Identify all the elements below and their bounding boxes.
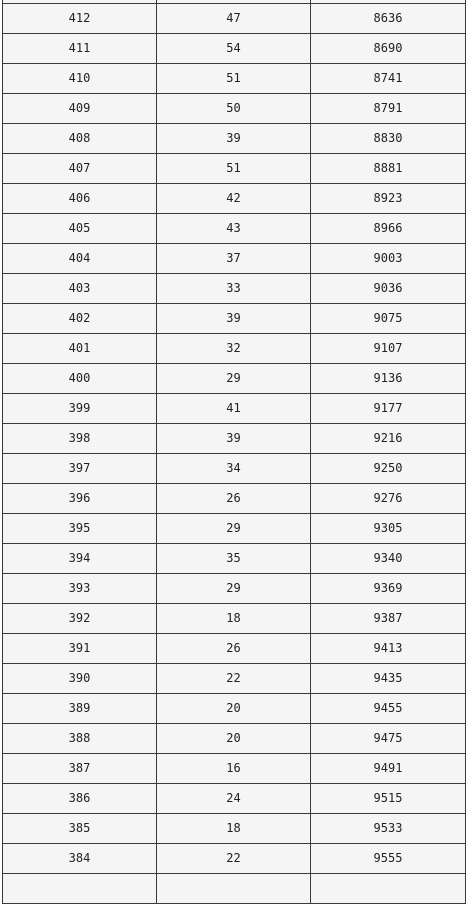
cumulative-cell: 9455 bbox=[311, 694, 466, 724]
cumulative-cell: 8636 bbox=[311, 4, 466, 34]
table-row bbox=[3, 784, 466, 814]
cumulative-cell: 9413 bbox=[311, 634, 466, 664]
score-cell: 397 bbox=[3, 454, 157, 484]
count-cell: 22 bbox=[157, 844, 311, 874]
table-row bbox=[3, 724, 466, 754]
score-cell: 406 bbox=[3, 184, 157, 214]
table-row bbox=[3, 544, 466, 574]
cumulative-cell: 9177 bbox=[311, 394, 466, 424]
score-cell: 400 bbox=[3, 364, 157, 394]
table-row bbox=[3, 364, 466, 394]
cumulative-cell: 9475 bbox=[311, 724, 466, 754]
score-cell: 385 bbox=[3, 814, 157, 844]
table-row bbox=[3, 514, 466, 544]
score-cell: 396 bbox=[3, 484, 157, 514]
count-cell: 26 bbox=[157, 634, 311, 664]
table-row bbox=[3, 214, 466, 244]
score-cell: 408 bbox=[3, 124, 157, 154]
cumulative-cell: 9491 bbox=[311, 754, 466, 784]
count-cell: 24 bbox=[157, 784, 311, 814]
count-cell: 29 bbox=[157, 574, 311, 604]
count-cell: 39 bbox=[157, 424, 311, 454]
count-cell: 50 bbox=[157, 94, 311, 124]
cumulative-cell: 9136 bbox=[311, 364, 466, 394]
count-cell: 35 bbox=[157, 544, 311, 574]
score-cell: 388 bbox=[3, 724, 157, 754]
cumulative-cell: 9435 bbox=[311, 664, 466, 694]
cumulative-cell bbox=[311, 874, 466, 904]
cumulative-cell: 9216 bbox=[311, 424, 466, 454]
cumulative-cell: 9369 bbox=[311, 574, 466, 604]
count-cell: 51 bbox=[157, 154, 311, 184]
score-cell: 393 bbox=[3, 574, 157, 604]
cumulative-cell: 9533 bbox=[311, 814, 466, 844]
cumulative-cell: 8791 bbox=[311, 94, 466, 124]
count-cell: 33 bbox=[157, 274, 311, 304]
count-cell bbox=[157, 874, 311, 904]
score-cell: 407 bbox=[3, 154, 157, 184]
score-cell: 394 bbox=[3, 544, 157, 574]
cumulative-cell: 8966 bbox=[311, 214, 466, 244]
table-row bbox=[3, 304, 466, 334]
cumulative-cell: 8690 bbox=[311, 34, 466, 64]
cumulative-cell: 8741 bbox=[311, 64, 466, 94]
score-cell: 410 bbox=[3, 64, 157, 94]
cumulative-cell: 9387 bbox=[311, 604, 466, 634]
score-cell: 384 bbox=[3, 844, 157, 874]
score-cell bbox=[3, 874, 157, 904]
table-row bbox=[3, 694, 466, 724]
table-row bbox=[3, 844, 466, 874]
score-cell: 411 bbox=[3, 34, 157, 64]
count-cell: 32 bbox=[157, 334, 311, 364]
count-cell: 47 bbox=[157, 4, 311, 34]
cumulative-cell: 8923 bbox=[311, 184, 466, 214]
cumulative-cell: 9340 bbox=[311, 544, 466, 574]
score-cell: 386 bbox=[3, 784, 157, 814]
cumulative-cell: 9075 bbox=[311, 304, 466, 334]
cumulative-cell: 9003 bbox=[311, 244, 466, 274]
table-row bbox=[3, 154, 466, 184]
score-cell: 387 bbox=[3, 754, 157, 784]
count-cell: 42 bbox=[157, 184, 311, 214]
count-cell: 18 bbox=[157, 814, 311, 844]
table-row bbox=[3, 754, 466, 784]
count-cell: 39 bbox=[157, 124, 311, 154]
count-cell: 41 bbox=[157, 394, 311, 424]
count-cell: 20 bbox=[157, 724, 311, 754]
score-cell: 399 bbox=[3, 394, 157, 424]
cumulative-cell: 9276 bbox=[311, 484, 466, 514]
score-cell: 391 bbox=[3, 634, 157, 664]
count-cell: 16 bbox=[157, 754, 311, 784]
count-cell: 20 bbox=[157, 694, 311, 724]
score-cell: 402 bbox=[3, 304, 157, 334]
cumulative-cell: 9305 bbox=[311, 514, 466, 544]
table-row bbox=[3, 94, 466, 124]
score-cell: 401 bbox=[3, 334, 157, 364]
count-cell: 29 bbox=[157, 364, 311, 394]
table-row bbox=[3, 394, 466, 424]
score-cell: 409 bbox=[3, 94, 157, 124]
count-cell: 18 bbox=[157, 604, 311, 634]
cumulative-cell: 8881 bbox=[311, 154, 466, 184]
table-row bbox=[3, 334, 466, 364]
count-cell: 54 bbox=[157, 34, 311, 64]
table-row bbox=[3, 34, 466, 64]
count-cell: 39 bbox=[157, 304, 311, 334]
table-row bbox=[3, 814, 466, 844]
cumulative-cell: 9555 bbox=[311, 844, 466, 874]
cumulative-cell: 9515 bbox=[311, 784, 466, 814]
count-cell: 26 bbox=[157, 484, 311, 514]
count-cell: 37 bbox=[157, 244, 311, 274]
score-cell: 405 bbox=[3, 214, 157, 244]
count-cell: 43 bbox=[157, 214, 311, 244]
score-cell: 404 bbox=[3, 244, 157, 274]
count-cell: 51 bbox=[157, 64, 311, 94]
score-cell: 390 bbox=[3, 664, 157, 694]
table-row bbox=[3, 604, 466, 634]
score-cell: 398 bbox=[3, 424, 157, 454]
table-row bbox=[3, 664, 466, 694]
count-cell: 29 bbox=[157, 514, 311, 544]
cumulative-cell: 8830 bbox=[311, 124, 466, 154]
table-row bbox=[3, 244, 466, 274]
score-table bbox=[2, 0, 466, 904]
score-cell: 412 bbox=[3, 4, 157, 34]
table-row bbox=[3, 874, 466, 904]
score-cell: 403 bbox=[3, 274, 157, 304]
table-row bbox=[3, 274, 466, 304]
table-row bbox=[3, 4, 466, 34]
score-cell: 392 bbox=[3, 604, 157, 634]
table-row bbox=[3, 184, 466, 214]
score-cell: 395 bbox=[3, 514, 157, 544]
table-row bbox=[3, 574, 466, 604]
score-cell: 389 bbox=[3, 694, 157, 724]
table-row bbox=[3, 484, 466, 514]
cumulative-cell: 9036 bbox=[311, 274, 466, 304]
cumulative-cell: 9107 bbox=[311, 334, 466, 364]
table-row bbox=[3, 124, 466, 154]
table-row bbox=[3, 424, 466, 454]
count-cell: 34 bbox=[157, 454, 311, 484]
table-body bbox=[3, 0, 466, 904]
table-row bbox=[3, 64, 466, 94]
count-cell: 22 bbox=[157, 664, 311, 694]
table-row bbox=[3, 634, 466, 664]
table-row bbox=[3, 454, 466, 484]
cumulative-cell: 9250 bbox=[311, 454, 466, 484]
